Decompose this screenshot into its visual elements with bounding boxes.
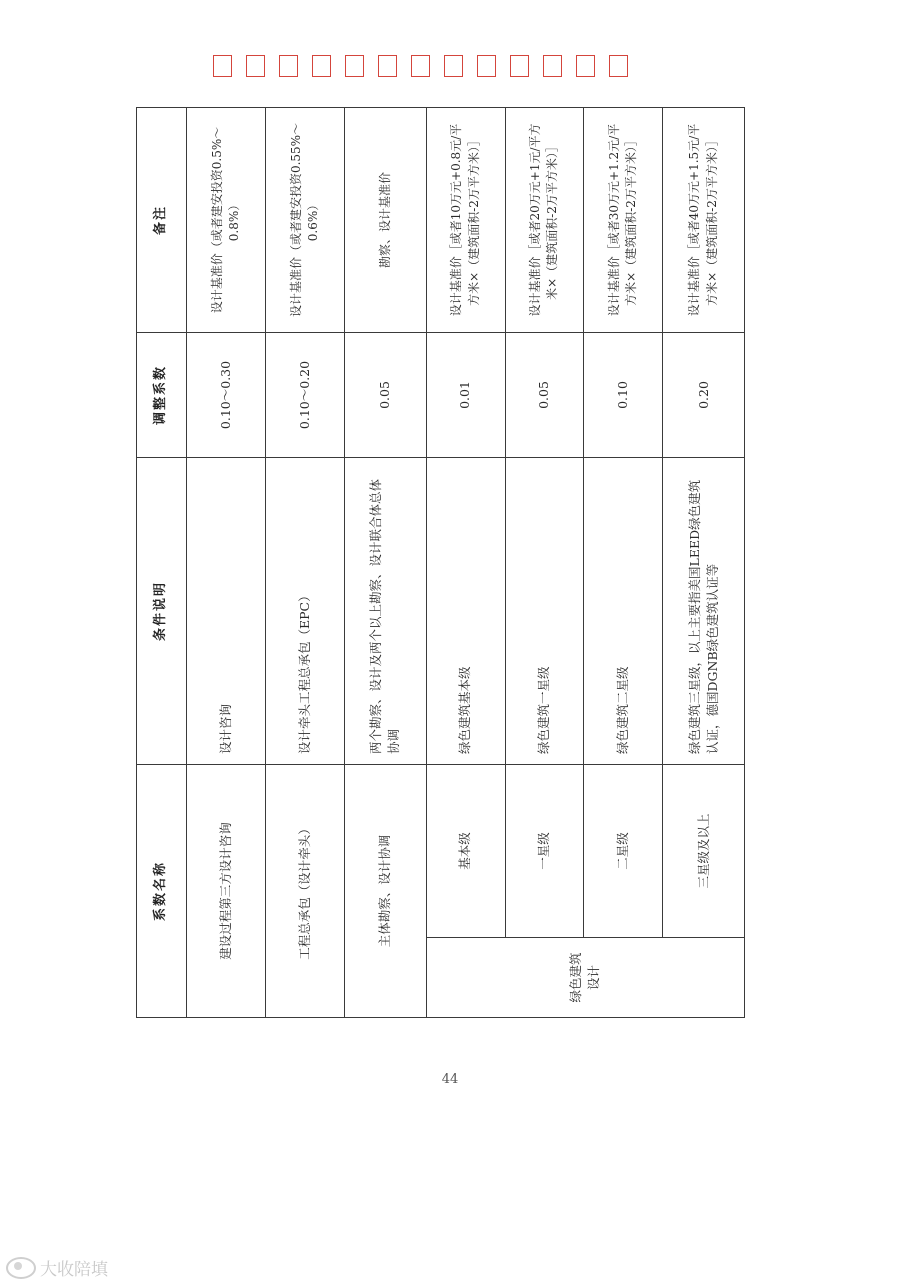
row-remark: 设计基准价（或者建安投资0.5%～0.8%） [187,107,266,332]
table-stage [136,108,745,1018]
header-name: 系数名称 [137,764,187,1017]
red-box [312,55,331,77]
row-name: 主体勘察、设计协调 [345,764,427,1017]
row-coefficient: 0.10 [584,332,663,457]
table-row [663,107,745,1017]
red-grid-boxes [213,55,628,77]
watermark-logo-icon [6,1257,36,1279]
green-group-label: 绿色建筑设计 [426,938,744,1018]
table-row [266,107,345,1017]
row-coefficient: 0.10～0.20 [266,332,345,457]
red-box [477,55,496,77]
table-row [584,107,663,1017]
row-condition: 绿色建筑三星级，以上主要指美国LEED绿色建筑认证，德国DGNB绿色建筑认证等 [663,457,745,764]
table-row [345,107,427,1017]
watermark [6,1255,108,1280]
watermark-text: 大收陪填 [40,1260,108,1280]
row-remark: 设计基准价（或者建安投资0.55%～0.6%） [266,107,345,332]
red-box [576,55,595,77]
red-box [213,55,232,77]
red-box [378,55,397,77]
coefficient-table [136,107,745,1018]
row-condition: 设计咨询 [187,457,266,764]
row-coefficient: 0.05 [345,332,427,457]
row-name: 基本级 [426,764,505,937]
red-box [510,55,529,77]
row-name: 二星级 [584,764,663,937]
row-condition: 绿色建筑一星级 [505,457,584,764]
red-box [609,55,628,77]
table-row [187,107,266,1017]
row-remark: 设计基准价［或者30万元+1.2元/平方米×（建筑面积-2万平方米）］ [584,107,663,332]
row-remark: 设计基准价［或者20万元+1元/平方米×（建筑面积-2万平方米）］ [505,107,584,332]
header-condition: 条件说明 [137,457,187,764]
red-box [345,55,364,77]
row-condition: 绿色建筑二星级 [584,457,663,764]
header-coefficient: 调整系数 [137,332,187,457]
red-box [444,55,463,77]
row-remark: 设计基准价［或者40万元+1.5元/平方米×（建筑面积-2万平方米）］ [663,107,745,332]
row-remark: 勘察、设计基准价 [345,107,427,332]
red-box [279,55,298,77]
row-name: 建设过程第三方设计咨询 [187,764,266,1017]
row-condition: 设计牵头工程总承包（EPC） [266,457,345,764]
header-remark: 备注 [137,107,187,332]
row-coefficient: 0.01 [426,332,505,457]
row-condition: 两个勘察、设计及两个以上勘察、设计联合体总体协调 [345,457,427,764]
red-box [411,55,430,77]
row-remark: 设计基准价［或者10万元+0.8元/平方米×（建筑面积-2万平方米）］ [426,107,505,332]
page-number: 44 [441,1072,459,1087]
red-box [543,55,562,77]
row-coefficient: 0.05 [505,332,584,457]
row-coefficient: 0.10～0.30 [187,332,266,457]
table-row [505,107,584,1017]
table-header-row [137,107,187,1017]
row-condition: 绿色建筑基本级 [426,457,505,764]
table-row [426,107,505,1017]
row-name: 工程总承包（设计牵头） [266,764,345,1017]
row-name: 三星级及以上 [663,764,745,937]
rotated-table-wrapper [136,108,745,1018]
red-box [246,55,265,77]
row-coefficient: 0.20 [663,332,745,457]
row-name: 一星级 [505,764,584,937]
